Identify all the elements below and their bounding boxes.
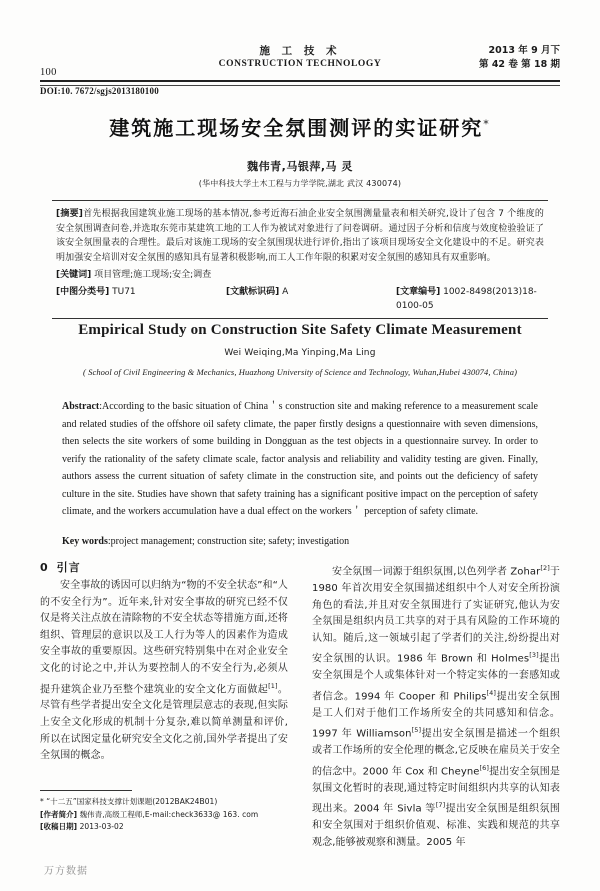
funding-note: * “十二五”国家科技支撑计划课题(2012BAK24B01) — [40, 797, 218, 806]
page-number: 100 — [40, 67, 57, 78]
keywords-cn-text: 项目管理;施工现场;安全;调查 — [94, 270, 212, 280]
running-head — [40, 44, 560, 78]
article-id-value: 1002-8498(2013)18-0100-05 — [396, 286, 537, 311]
paragraph: 安全氛围一词源于组织氛围,以色列学者 Zohar[2]于 1980 年首次用安全氛围描述组织中个人对安全所扮演角色的看法,并且对安全氛围进行了实证研究,他认为安全氛围是组织内员工共享的对于具有风险的工作环境的认知。随后,这一领域引起了学者们的关注,纷纷提出对安全氛围的认识。1986 年 Brown 和 Holmes[3]提出安全氛围是个人或集体针对一个特定实体的一套感知或者信念。1994 年 Cooper 和 Philips[4]提出安全氛围是工人们对于他们工作场所安全的共同感知和信念。1997 年 Williamson[5]提出安全氛围是描述一个组织或者工作场所的安全伦理的概念,它反映在雇员关于安全的信念中。2000 年 Cox 和 Cheyne[6]提出安全氛围是氛围文化暂时的表现,通过特定时间组织内共享的认知表现出来。2004 年 Sivla 等[7]提出安全氛围是组织氛围和安全氛围对于组织价值观、标准、实践和规范的共享观念,能够被观察和测量。2005 年 — [312, 564, 561, 848]
doi-line: DOI:10. 7672/sgjs2013180100 — [40, 86, 159, 96]
section-number: 0 — [40, 561, 49, 574]
wanfang-watermark: 万方数据 — [44, 866, 88, 877]
classification-line — [56, 285, 544, 314]
journal-title-en: CONSTRUCTION TECHNOLOGY — [218, 59, 382, 69]
received-date-value: 2013-03-02 — [79, 822, 124, 831]
received-date-label: [收稿日期] — [40, 822, 78, 831]
abstract-cn-text: 首先根据我国建筑业施工现场的基本情况,参考近海石油企业安全氛围测量量表和相关研究,设计了包含 7 个维度的安全氛围调查问卷,并选取东莞市某建筑工地的工人作为被试对象进行了问卷调研。通过因子分析和信度与效度检验验证了该安全氛围量表的合理性。最后对该施工现场的安全氛围现状进行评价,指出了该项目现场安全文化建设中的不足。研究表明加强安全培训对安全氛围的感知具有显著积极影响,而工人工作年限的积累对安全氛围的感知具有双重影响。 — [56, 209, 544, 263]
article-id-label: [文章编号] — [396, 286, 441, 297]
abstract-cn-box — [52, 200, 548, 319]
author-bio-note — [40, 809, 288, 821]
affiliation-cn: (华中科技大学土木工程与力学学院,湖北 武汉 430074) — [198, 179, 402, 188]
abstract-en-label: Abstract — [62, 401, 100, 412]
issue-volume: 第 42 卷 第 18 期 — [479, 59, 560, 70]
section-title: 引言 — [56, 561, 81, 574]
body-column-left — [40, 560, 288, 765]
authors-en: Wei Weiqing,Ma Yinping,Ma Ling — [224, 348, 376, 358]
journal-title-cn: 施 工 技 术 — [259, 45, 341, 57]
clc-value: TU71 — [112, 286, 136, 297]
clc-label: [中图分类号] — [56, 286, 110, 297]
keywords-cn — [56, 268, 544, 283]
author-bio-text: 魏伟青,高级工程师,E-mail:check3633@ 163. com — [79, 809, 259, 819]
abstract-en-text: :According to the basic situation of China＇s construction site and making reference to a measurement scale and related studies of the offshore oil safety climate, the paper firstly designs a questionnaire with seven dimensions, then selects the site workers of some building in Dongguan as the test objects in a questionnaire survey. In order to verify the rationality of the safety climate scale, factor analysis and reliability and validity testing are given. Finally, authors assess the current situation of safety climate in the construction site, and points out the deficiency of safety culture in the site. Studies have shown that safety training has a significant positive impact on the perception of safety climate, and the workers accumulation have a dual effect on the workers＇ perception of safety climate. — [62, 401, 538, 517]
footnote-rule — [40, 790, 132, 791]
page-title-en: Empirical Study on Construction Site Safety Climate Measurement — [78, 322, 522, 338]
section-heading — [40, 560, 288, 576]
affiliation-en: ( School of Civil Engineering & Mechanics, Huazhong University of Science and Technology, Wuhan,Hubei 430074, China) — [82, 367, 518, 377]
issue-info — [479, 44, 560, 72]
doc-code-value: A — [282, 286, 289, 297]
body-column-right — [312, 560, 560, 851]
abstract-cn — [56, 207, 544, 265]
keywords-en — [62, 533, 538, 550]
issue-date: 2013 年 9 月下 — [488, 45, 560, 56]
abstract-cn-label: [摘要] — [56, 209, 84, 219]
clc-segment — [56, 285, 226, 314]
abstract-en — [62, 398, 538, 521]
doc-code-label: [文献标识码] — [226, 286, 280, 297]
doc-code-segment — [226, 285, 396, 314]
article-id-segment — [396, 285, 544, 314]
author-bio-label: [作者简介] — [40, 809, 78, 819]
received-date-note — [40, 821, 288, 833]
keywords-en-label: Key words — [62, 536, 108, 547]
page-title — [40, 112, 560, 141]
title-cn-text: 建筑施工现场安全氛围测评的实证研究 — [109, 116, 484, 140]
keywords-cn-label: [关键词] — [56, 270, 92, 280]
paragraph: 安全事故的诱因可以归纳为“物的不安全状态”和“人的不安全行为”。近年来,针对安全事故的研究已经不仅仅是将关注点放在清除物的不安全状态等措施方面,还将组织、管理层的意识以及工人行为等人的因素作为造成安全事故的重要原因。这些研究特别集中在对企业安全文化的讨论之中,并认为要控制人的不安全行为,必须从提升建筑企业乃至整个建筑业的安全文化方面做起[1]。尽管有些学者提出安全文化是管理层意志的表现,但实际上安全文化形成的机制十分复杂,难以简单测量和评价,所以在试图定量化研究安全文化之前,国外学者提出了安全氛围的概念。 — [40, 580, 288, 762]
title-footnote-marker: * — [483, 117, 491, 131]
authors-cn: 魏伟青,马银萍,马 灵 — [247, 160, 353, 173]
footnote-block — [40, 790, 288, 834]
keywords-en-text: :project management; construction site; safety; investigation — [107, 536, 350, 547]
